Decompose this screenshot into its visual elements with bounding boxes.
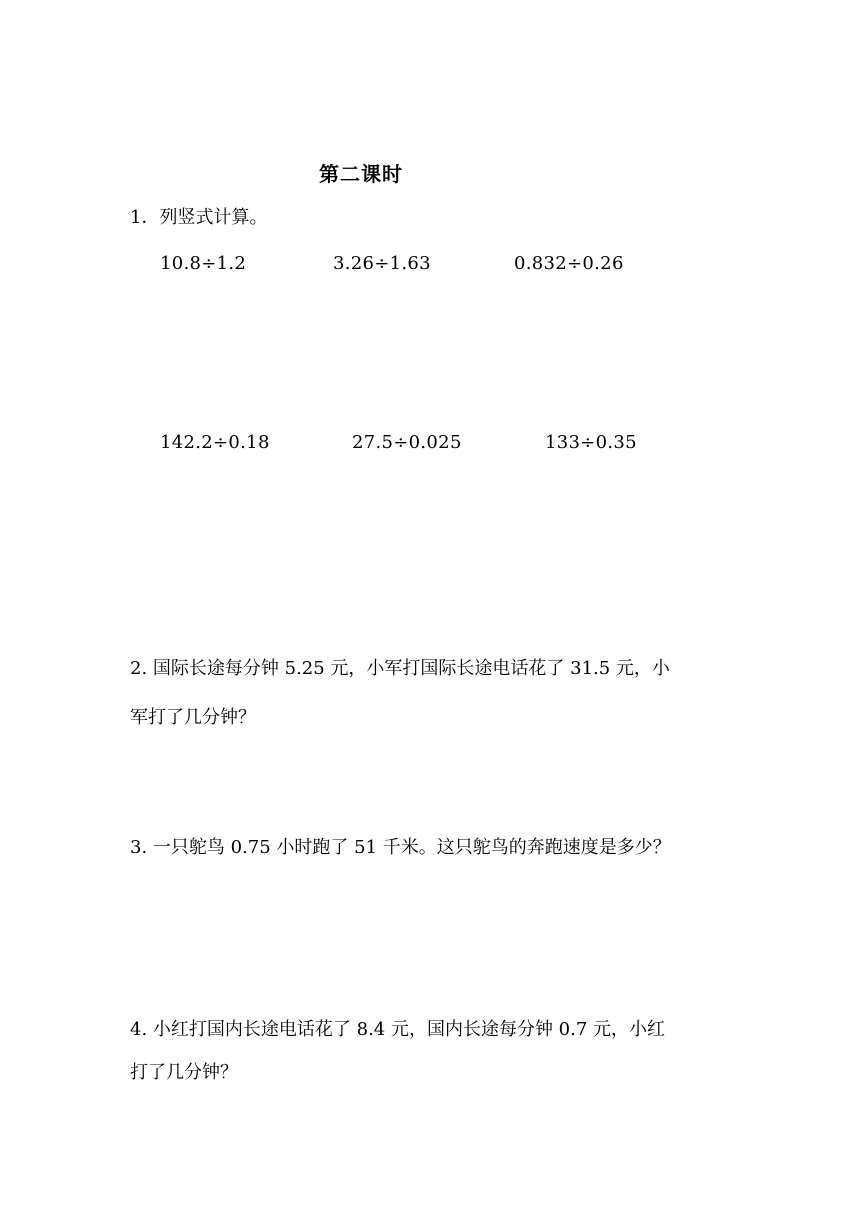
question-2-line-2: 军打了几分钟？ <box>130 707 256 728</box>
question-3-line-1: 3. 一只鸵鸟 0.75 小时跑了 51 千米。这只鸵鸟的奔跑速度是多少？ <box>130 837 671 858</box>
expression-2c: 133÷0.35 <box>545 432 637 453</box>
expression-1a: 10.8÷1.2 <box>160 253 247 274</box>
expression-1b: 3.26÷1.63 <box>333 253 431 274</box>
question-4-line-1: 4. 小红打国内长途电话花了 8.4 元，国内长途每分钟 0.7 元，小红 <box>130 1019 666 1040</box>
expression-2a: 142.2÷0.18 <box>160 432 270 453</box>
question-4-line-2: 打了几分钟？ <box>130 1062 238 1083</box>
expression-1c: 0.832÷0.26 <box>514 253 624 274</box>
question-1-label: 1．列竖式计算。 <box>130 207 268 228</box>
expression-2b: 27.5÷0.025 <box>352 432 462 453</box>
question-2-line-1: 2. 国际长途每分钟 5.25 元，小军打国际长途电话花了 31.5 元，小 <box>130 658 670 679</box>
page-title: 第二课时 <box>319 162 403 186</box>
